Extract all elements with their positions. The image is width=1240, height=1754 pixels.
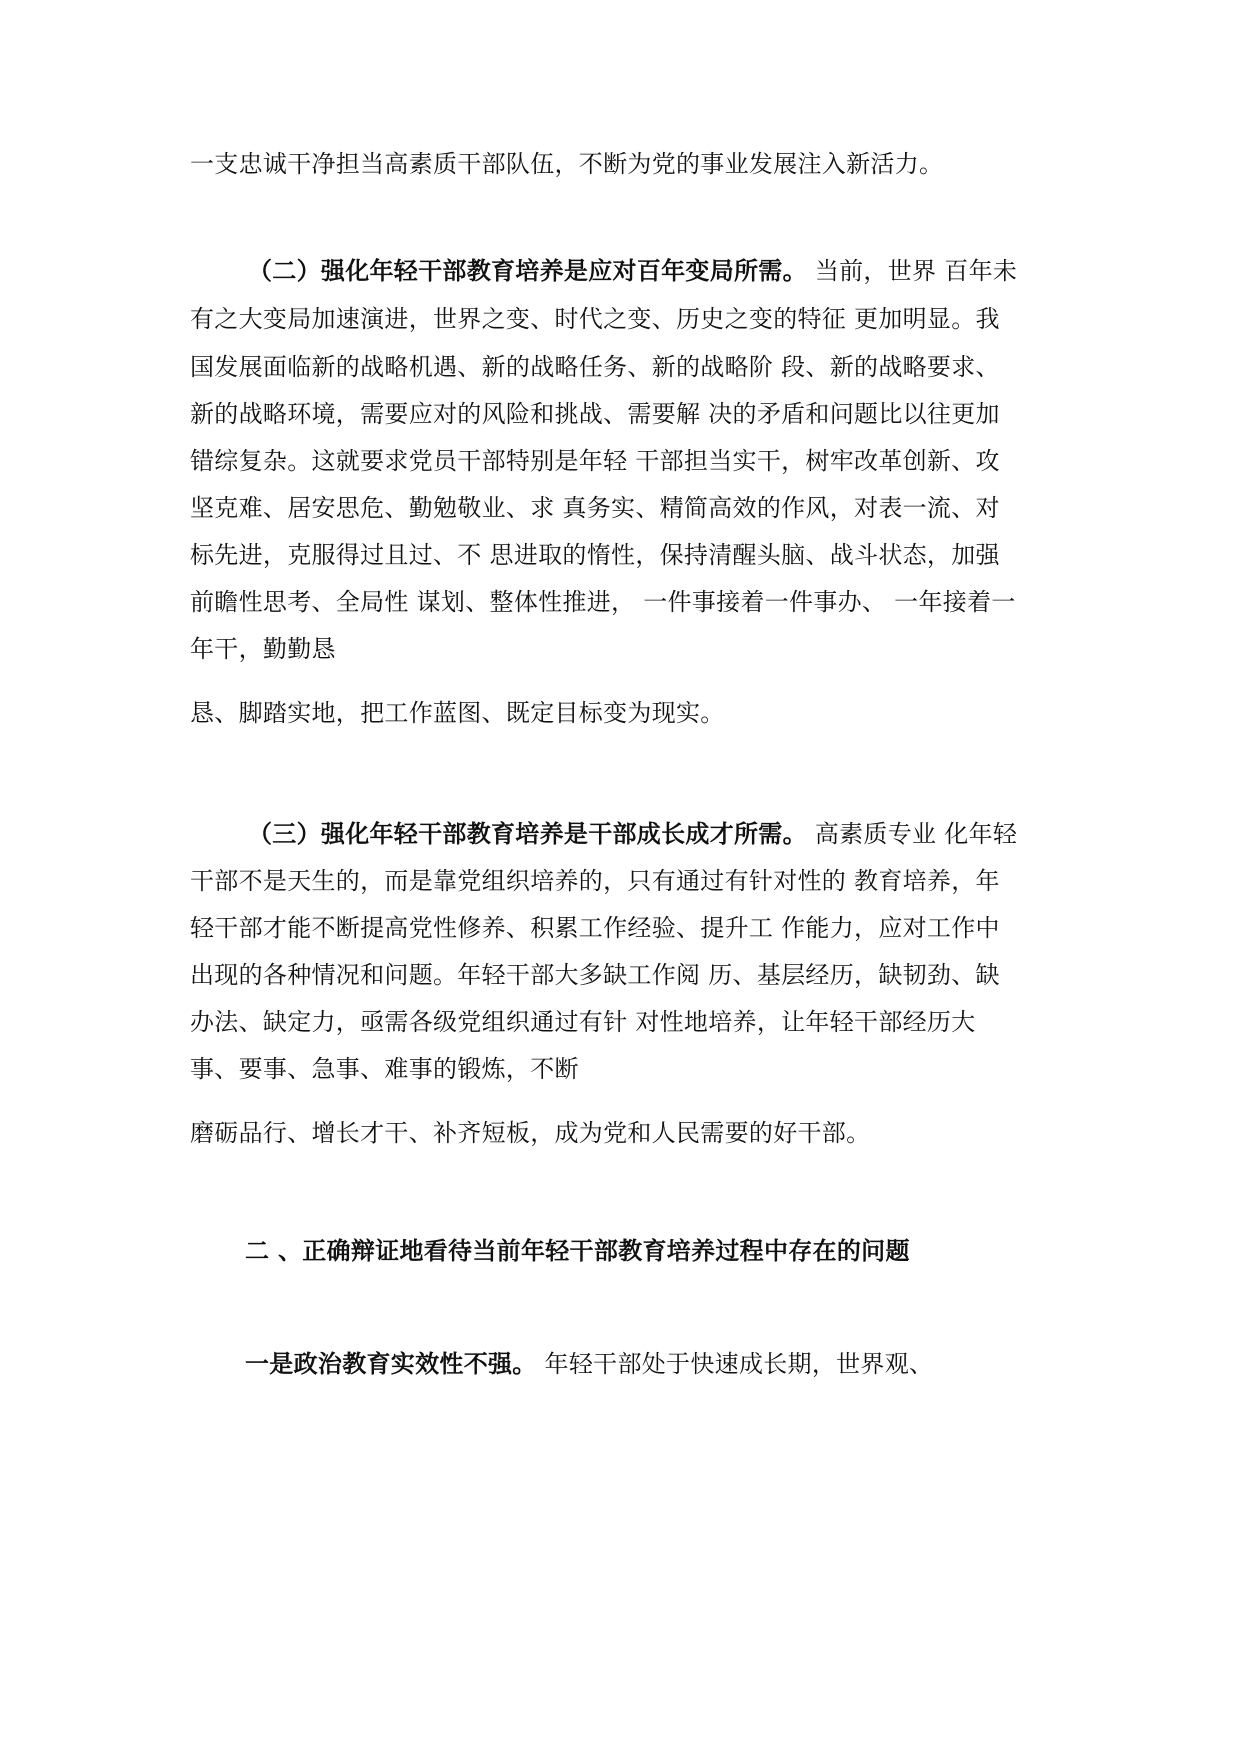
paragraph-line	[245, 1347, 933, 1381]
paragraph-line: 新的战略环境，需要应对的风险和挑战、需要解 决的矛盾和问题比以往更加	[190, 400, 1000, 428]
paragraph-lead-bold: （二）强化年轻干部教育培养是应对百年变局所需。	[248, 257, 807, 285]
paragraph-line	[248, 817, 1017, 851]
paragraph-line: 标先进，克服得过且过、不 思进取的惰性，保持清醒头脑、战斗状态，加强	[190, 541, 1000, 569]
paragraph-text: 高素质专业 化年轻	[806, 820, 1018, 848]
paragraph-line: 干部不是天生的，而是靠党组织培养的，只有通过有针对性的 教育培养，年	[190, 867, 1000, 895]
paragraph-line: 恳、脚踏实地，把工作蓝图、既定目标变为现实。	[190, 699, 725, 727]
paragraph-line: 轻干部才能不断提高党性修养、积累工作经验、提升工 作能力，应对工作中	[190, 914, 1000, 942]
paragraph-text: 当前，世界 百年未	[806, 257, 1018, 285]
paragraph-line: 出现的各种情况和问题。年轻干部大多缺工作阅 历、基层经历，缺韧劲、缺	[190, 961, 1000, 989]
paragraph-line: 错综复杂。这就要求党员干部特别是年轻 干部担当实干，树牢改革创新、攻	[190, 447, 1000, 475]
paragraph-line: 有之大变局加速演进，世界之变、时代之变、历史之变的特征 更加明显。我	[190, 305, 1000, 333]
paragraph-lead-bold: （三）强化年轻干部教育培养是干部成长成才所需。	[248, 820, 807, 848]
paragraph-text: 年轻干部处于快速成长期，世界观、	[536, 1350, 934, 1378]
paragraph-line: 事、要事、急事、难事的锻炼，不断	[190, 1055, 579, 1083]
paragraph-line: 办法、缺定力，亟需各级党组织通过有针 对性地培养，让年轻干部经历大	[190, 1008, 976, 1036]
paragraph-line: 前瞻性思考、全局性 谋划、整体性推进， 一件事接着一件事办、 一年接着一	[190, 588, 1016, 616]
paragraph-line: 坚克难、居安思危、勤勉敬业、求 真务实、精简高效的作风，对表一流、对	[190, 494, 1000, 522]
paragraph-line: 国发展面临新的战略机遇、新的战略任务、新的战略阶 段、新的战略要求、	[190, 353, 1000, 381]
paragraph-lead-bold: 一是政治教育实效性不强。	[245, 1350, 537, 1378]
paragraph-line	[248, 254, 1017, 288]
paragraph-line: 一支忠诚干净担当高素质干部队伍，不断为党的事业发展注入新活力。	[190, 150, 944, 178]
section-heading: 二 、正确辩证地看待当前年轻干部教育培养过程中存在的问题	[245, 1237, 910, 1265]
paragraph-line: 磨砺品行、增长才干、补齐短板，成为党和人民需要的好干部。	[190, 1119, 871, 1147]
paragraph-line: 年干，勤勤恳	[190, 635, 336, 663]
